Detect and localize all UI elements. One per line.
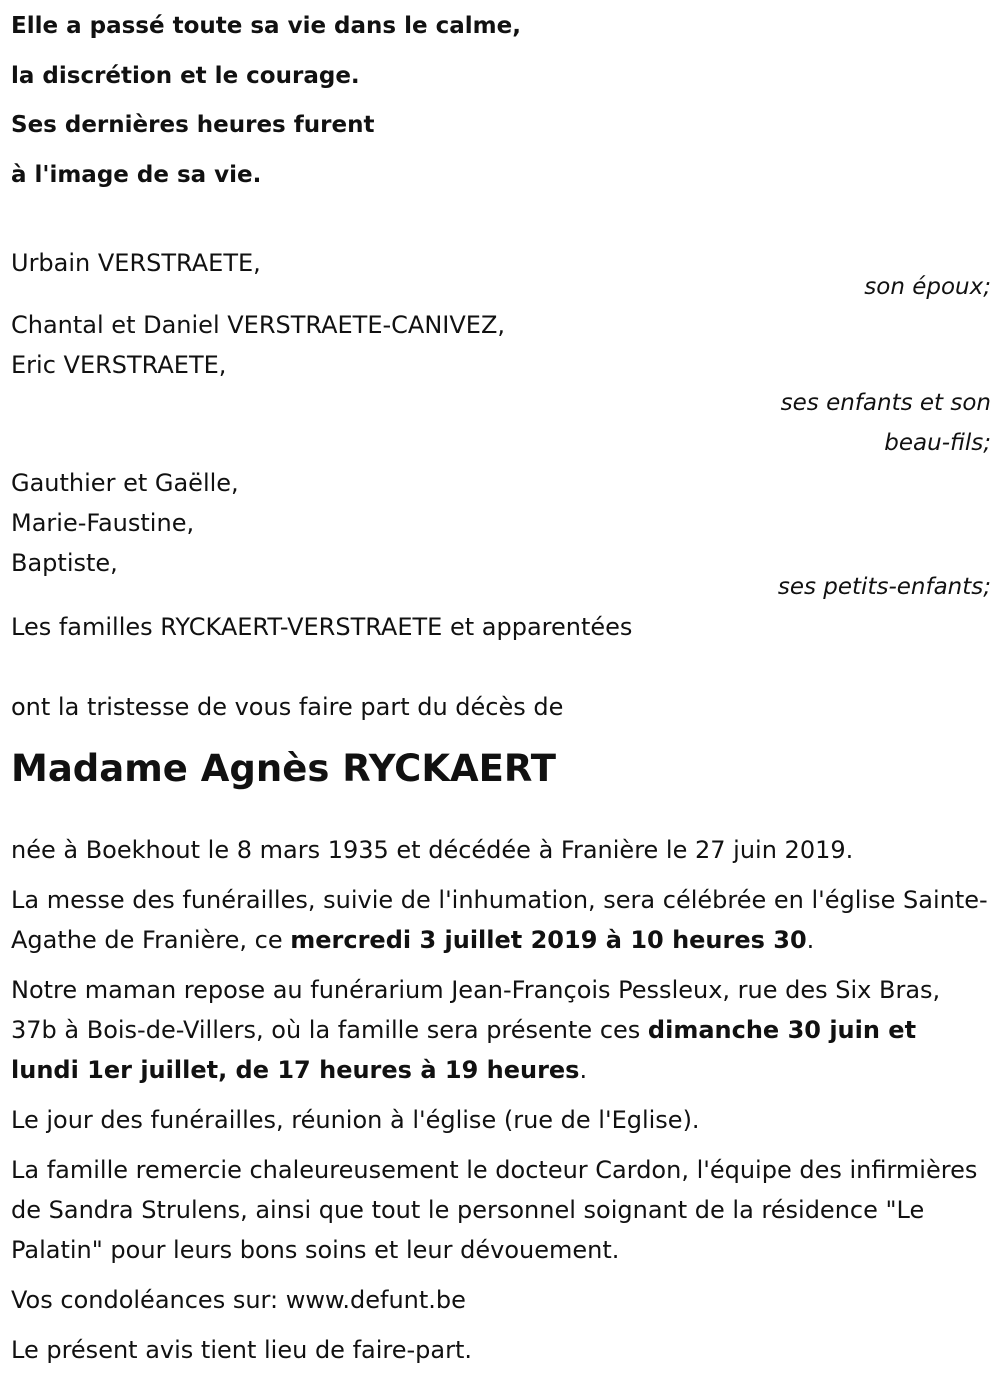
child-name: Eric VERSTRAETE, — [11, 351, 227, 379]
announcement: ont la tristesse de vous faire part du décès de — [11, 693, 564, 721]
spouse-name: Urbain VERSTRAETE, — [11, 249, 261, 277]
obituary-notice — [11, 0, 991, 1380]
details — [11, 830, 991, 1370]
grandchild-name: Gauthier et Gaëlle, — [11, 469, 239, 497]
epitaph-line: Ses dernières heures furent — [11, 112, 375, 138]
family-list — [11, 243, 991, 647]
grandchild-name: Baptiste, — [11, 549, 118, 577]
children-relation: ses enfants et son — [780, 390, 991, 416]
notice-paragraph: Le présent avis tient lieu de faire-part. — [11, 1336, 473, 1364]
rest-dates: dimanche 30 juin et lundi 1er juillet, de 17 heures à 19 heures — [11, 1016, 917, 1084]
epitaph-line: à l'image de sa vie. — [11, 161, 262, 188]
meeting-paragraph: Le jour des funérailles, réunion à l'église (rue de l'Eglise). — [11, 1106, 700, 1134]
families-line: Les familles RYCKAERT-VERSTRAETE et apparentées — [11, 613, 633, 641]
rest-paragraph — [11, 970, 991, 1090]
rest-text: Notre maman repose au funérarium Jean-François Pessleux, rue des Six Bras, 37b à Bois-de-Villers, où la famille sera présente ces — [11, 976, 941, 1044]
spouse-block — [11, 243, 991, 307]
rest-end: . — [579, 1056, 588, 1084]
grandchild-name: Marie-Faustine, — [11, 509, 195, 537]
funeral-text: La messe des funérailles, suivie de l'inhumation, sera célébrée en l'église Sainte-Agathe de Franière, ce — [11, 886, 988, 954]
spouse-relation: son époux; — [864, 274, 991, 300]
funeral-date: mercredi 3 juillet 2019 à 10 heures 30 — [290, 926, 807, 954]
funeral-paragraph — [11, 880, 991, 960]
funeral-end: . — [806, 926, 815, 954]
epitaph-line: la discrétion et le courage. — [11, 62, 360, 89]
grandchildren-block — [11, 463, 991, 607]
children-relation-cont: beau-fils; — [884, 430, 991, 456]
child-name: Chantal et Daniel VERSTRAETE-CANIVEZ, — [11, 311, 506, 339]
thanks-paragraph: La famille remercie chaleureusement le docteur Cardon, l'équipe des infirmières de Sandra Strulens, ainsi que tout le personnel soignant de la résidence "Le Palatin" pour leurs bons soins et leur dévouement. — [11, 1156, 978, 1264]
grandchildren-relation: ses petits-enfants; — [777, 574, 991, 600]
children-block — [11, 305, 991, 463]
birth-death-paragraph: née à Boekhout le 8 mars 1935 et décédée à Franière le 27 juin 2019. — [11, 836, 854, 864]
epitaph — [11, 0, 991, 208]
deceased-name: Madame Agnès RYCKAERT — [11, 747, 556, 790]
epitaph-line: Elle a passé toute sa vie dans le calme, — [11, 13, 521, 39]
condolences-paragraph: Vos condoléances sur: www.defunt.be — [11, 1286, 466, 1314]
